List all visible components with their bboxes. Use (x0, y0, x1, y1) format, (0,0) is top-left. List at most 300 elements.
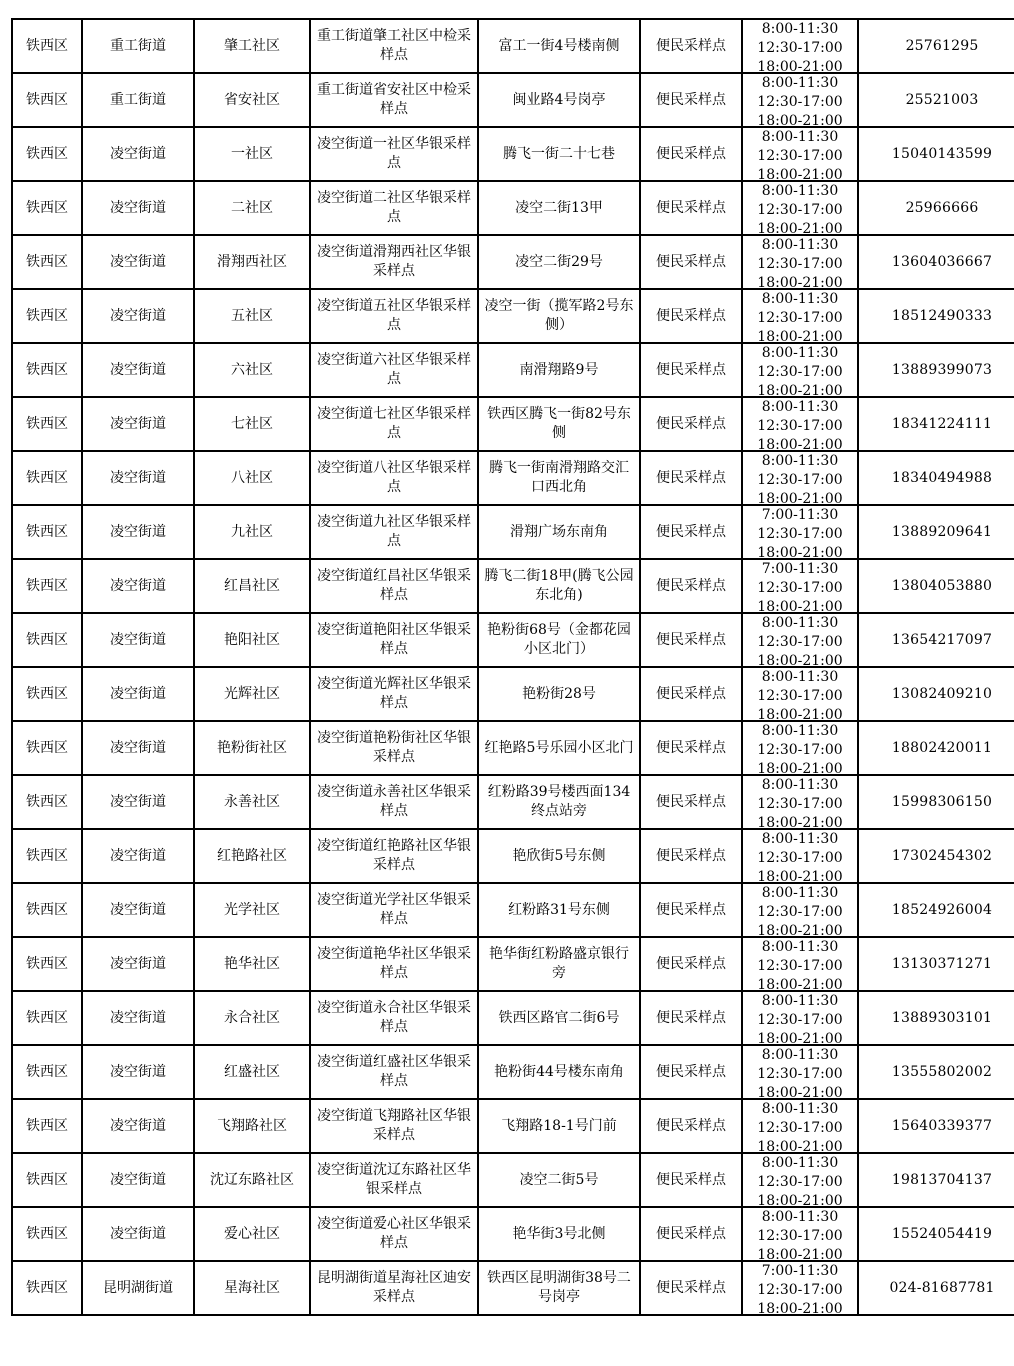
table-row (12, 181, 1014, 235)
sampling-site-cell (310, 235, 478, 289)
sampling-site-cell (310, 721, 478, 775)
community-cell (194, 775, 310, 829)
hours-lines (747, 992, 853, 1044)
site-type-text: 便民采样点 (656, 91, 726, 108)
address-text: 铁西区路官二街6号 (498, 1009, 620, 1026)
street-cell (82, 73, 194, 127)
hours-line: 12:30-17:00 (757, 202, 843, 218)
hours-line: 12:30-17:00 (757, 364, 843, 380)
hours-line: 12:30-17:00 (757, 580, 843, 596)
street-text: 凌空街道 (110, 1117, 166, 1134)
community-text: 飞翔路社区 (217, 1117, 287, 1134)
sampling-site-text: 凌空街道光辉社区华银采样点 (317, 676, 471, 711)
sampling-site-text: 凌空街道沈辽东路社区华银采样点 (317, 1162, 471, 1197)
sampling-site-text: 凌空街道爱心社区华银采样点 (317, 1216, 471, 1251)
address-cell (478, 883, 640, 937)
site-type-text: 便民采样点 (656, 847, 726, 864)
hours-lines (747, 938, 853, 990)
district-cell (12, 235, 82, 289)
district-text: 铁西区 (26, 793, 68, 810)
address-cell (478, 127, 640, 181)
community-cell (194, 19, 310, 73)
district-cell (12, 181, 82, 235)
district-cell (12, 1207, 82, 1261)
address-cell (478, 1045, 640, 1099)
hours-lines (747, 668, 853, 720)
address-text: 凌空一街（揽军路2号东侧） (484, 298, 634, 333)
hours-line: 18:00-21:00 (757, 221, 843, 234)
hours-lines (747, 344, 853, 396)
community-text: 红艳路社区 (217, 847, 287, 864)
sampling-site-text: 凌空街道永善社区华银采样点 (317, 784, 471, 819)
hours-cell (742, 613, 858, 667)
street-cell (82, 613, 194, 667)
community-cell (194, 1261, 310, 1315)
hours-cell (742, 397, 858, 451)
site-type-text: 便民采样点 (656, 577, 726, 594)
district-text: 铁西区 (26, 685, 68, 702)
site-type-text: 便民采样点 (656, 793, 726, 810)
hours-line: 8:00-11:30 (761, 1155, 839, 1171)
table-row (12, 667, 1014, 721)
hours-line: 12:30-17:00 (757, 40, 843, 56)
hours-lines (747, 128, 853, 180)
sampling-site-text: 凌空街道六社区华银采样点 (317, 352, 471, 387)
hours-line: 18:00-21:00 (757, 707, 843, 720)
phone-text: 13604036667 (891, 253, 993, 270)
community-text: 七社区 (231, 415, 273, 432)
hours-lines (747, 398, 853, 450)
hours-line: 12:30-17:00 (757, 310, 843, 326)
sampling-site-cell (310, 937, 478, 991)
table-row (12, 829, 1014, 883)
hours-cell (742, 1207, 858, 1261)
community-cell (194, 451, 310, 505)
community-text: 光辉社区 (224, 685, 280, 702)
community-text: 爱心社区 (224, 1225, 280, 1242)
street-text: 凌空街道 (110, 577, 166, 594)
district-cell (12, 451, 82, 505)
address-cell (478, 505, 640, 559)
street-cell (82, 451, 194, 505)
hours-line: 8:00-11:30 (761, 615, 839, 631)
district-cell (12, 289, 82, 343)
street-cell (82, 883, 194, 937)
district-text: 铁西区 (26, 415, 68, 432)
address-cell (478, 1099, 640, 1153)
community-text: 二社区 (231, 199, 273, 216)
district-text: 铁西区 (26, 253, 68, 270)
sampling-site-text: 凌空街道二社区华银采样点 (317, 190, 471, 225)
table-row (12, 505, 1014, 559)
district-cell (12, 73, 82, 127)
hours-line: 18:00-21:00 (757, 1301, 843, 1314)
address-text: 飞翔路18-1号门前 (501, 1117, 617, 1134)
phone-cell (858, 1261, 1014, 1315)
phone-cell (858, 559, 1014, 613)
hours-cell (742, 1261, 858, 1315)
site-type-text: 便民采样点 (656, 1117, 726, 1134)
phone-cell (858, 1045, 1014, 1099)
hours-lines (747, 506, 853, 558)
street-cell (82, 397, 194, 451)
street-cell (82, 1207, 194, 1261)
address-text: 艳粉街28号 (522, 685, 596, 702)
site-type-cell (640, 289, 742, 343)
sampling-site-text: 凌空街道飞翔路社区华银采样点 (317, 1108, 471, 1143)
street-cell (82, 1045, 194, 1099)
community-cell (194, 1207, 310, 1261)
community-text: 肇工社区 (224, 37, 280, 54)
address-cell (478, 721, 640, 775)
phone-cell (858, 397, 1014, 451)
phone-text: 25521003 (905, 91, 979, 108)
site-type-text: 便民采样点 (656, 199, 726, 216)
street-cell (82, 289, 194, 343)
phone-text: 13130371271 (891, 955, 993, 972)
district-text: 铁西区 (26, 739, 68, 756)
sampling-site-cell (310, 775, 478, 829)
street-cell (82, 1099, 194, 1153)
street-text: 重工街道 (110, 37, 166, 54)
address-text: 凌空二街13甲 (515, 199, 603, 216)
site-type-cell (640, 73, 742, 127)
street-text: 凌空街道 (110, 307, 166, 324)
phone-text: 13654217097 (891, 631, 993, 648)
street-cell (82, 181, 194, 235)
hours-cell (742, 19, 858, 73)
hours-line: 8:00-11:30 (761, 291, 839, 307)
table-row (12, 235, 1014, 289)
phone-cell (858, 235, 1014, 289)
district-text: 铁西区 (26, 577, 68, 594)
site-type-cell (640, 667, 742, 721)
street-cell (82, 559, 194, 613)
hours-line: 18:00-21:00 (757, 869, 843, 882)
site-type-cell (640, 613, 742, 667)
hours-line: 12:30-17:00 (757, 1282, 843, 1298)
community-text: 省安社区 (224, 91, 280, 108)
table-row (12, 19, 1014, 73)
sampling-site-text: 凌空街道九社区华银采样点 (317, 514, 471, 549)
hours-cell (742, 829, 858, 883)
hours-line: 18:00-21:00 (757, 1193, 843, 1206)
hours-line: 18:00-21:00 (757, 383, 843, 396)
community-text: 永善社区 (224, 793, 280, 810)
street-cell (82, 991, 194, 1045)
community-text: 星海社区 (224, 1279, 280, 1296)
community-cell (194, 127, 310, 181)
hours-line: 18:00-21:00 (757, 977, 843, 990)
address-text: 腾飞一街二十七巷 (503, 145, 615, 162)
hours-lines (747, 1046, 853, 1098)
hours-line: 18:00-21:00 (757, 1085, 843, 1098)
hours-cell (742, 73, 858, 127)
hours-cell (742, 289, 858, 343)
sampling-site-text: 凌空街道滑翔西社区华银采样点 (317, 244, 471, 279)
hours-line: 12:30-17:00 (757, 418, 843, 434)
community-text: 八社区 (231, 469, 273, 486)
site-type-cell (640, 1099, 742, 1153)
district-text: 铁西区 (26, 1279, 68, 1296)
address-text: 南滑翔路9号 (519, 361, 599, 378)
address-cell (478, 289, 640, 343)
sampling-site-cell (310, 19, 478, 73)
hours-line: 8:00-11:30 (761, 831, 839, 847)
address-text: 艳粉街44号楼东南角 (494, 1063, 624, 1080)
street-text: 凌空街道 (110, 901, 166, 918)
hours-cell (742, 343, 858, 397)
address-cell (478, 937, 640, 991)
hours-line: 18:00-21:00 (757, 275, 843, 288)
hours-line: 12:30-17:00 (757, 796, 843, 812)
district-text: 铁西区 (26, 361, 68, 378)
hours-cell (742, 721, 858, 775)
sampling-site-cell (310, 1207, 478, 1261)
hours-line: 8:00-11:30 (761, 723, 839, 739)
hours-cell (742, 991, 858, 1045)
community-cell (194, 559, 310, 613)
hours-line: 8:00-11:30 (761, 939, 839, 955)
address-text: 凌空二街5号 (519, 1171, 599, 1188)
sampling-site-cell (310, 343, 478, 397)
district-cell (12, 937, 82, 991)
community-cell (194, 505, 310, 559)
hours-lines (747, 452, 853, 504)
district-cell (12, 1261, 82, 1315)
district-cell (12, 1153, 82, 1207)
sampling-site-cell (310, 181, 478, 235)
sampling-site-text: 凌空街道红艳路社区华银采样点 (317, 838, 471, 873)
hours-lines (747, 1208, 853, 1260)
sampling-site-cell (310, 1261, 478, 1315)
hours-cell (742, 451, 858, 505)
hours-lines (747, 290, 853, 342)
hours-line: 12:30-17:00 (757, 850, 843, 866)
address-cell (478, 613, 640, 667)
hours-line: 18:00-21:00 (757, 1247, 843, 1260)
community-cell (194, 613, 310, 667)
hours-line: 12:30-17:00 (757, 1174, 843, 1190)
table-row (12, 613, 1014, 667)
table-row (12, 721, 1014, 775)
address-text: 腾飞一街南滑翔路交汇口西北角 (489, 460, 629, 495)
hours-lines (747, 830, 853, 882)
hours-cell (742, 883, 858, 937)
hours-line: 7:00-11:30 (761, 1263, 839, 1279)
street-text: 凌空街道 (110, 1009, 166, 1026)
hours-line: 8:00-11:30 (761, 183, 839, 199)
community-cell (194, 1099, 310, 1153)
street-cell (82, 1261, 194, 1315)
community-text: 九社区 (231, 523, 273, 540)
site-type-cell (640, 181, 742, 235)
phone-text: 18512490333 (891, 307, 993, 324)
phone-text: 13555802002 (891, 1063, 993, 1080)
phone-cell (858, 181, 1014, 235)
address-cell (478, 181, 640, 235)
hours-line: 18:00-21:00 (757, 815, 843, 828)
community-cell (194, 181, 310, 235)
hours-lines (747, 74, 853, 126)
hours-line: 12:30-17:00 (757, 148, 843, 164)
district-cell (12, 397, 82, 451)
site-type-text: 便民采样点 (656, 685, 726, 702)
street-text: 凌空街道 (110, 469, 166, 486)
district-cell (12, 505, 82, 559)
phone-text: 17302454302 (891, 847, 993, 864)
phone-text: 18524926004 (891, 901, 993, 918)
phone-text: 18340494988 (891, 469, 993, 486)
site-type-cell (640, 829, 742, 883)
hours-cell (742, 559, 858, 613)
street-text: 重工街道 (110, 91, 166, 108)
hours-lines (747, 236, 853, 288)
sampling-sites-table (11, 18, 1014, 1316)
hours-line: 8:00-11:30 (761, 237, 839, 253)
table-row (12, 559, 1014, 613)
table-row (12, 1045, 1014, 1099)
address-cell (478, 343, 640, 397)
table-row (12, 1261, 1014, 1315)
community-cell (194, 991, 310, 1045)
address-text: 红艳路5号乐园小区北门 (484, 739, 634, 756)
site-type-text: 便民采样点 (656, 1279, 726, 1296)
district-cell (12, 19, 82, 73)
phone-cell (858, 937, 1014, 991)
street-cell (82, 343, 194, 397)
hours-line: 18:00-21:00 (757, 545, 843, 558)
sampling-site-text: 凌空街道五社区华银采样点 (317, 298, 471, 333)
site-type-text: 便民采样点 (656, 37, 726, 54)
hours-cell (742, 235, 858, 289)
sampling-site-cell (310, 1099, 478, 1153)
site-type-cell (640, 559, 742, 613)
hours-line: 8:00-11:30 (761, 1101, 839, 1117)
hours-line: 18:00-21:00 (757, 491, 843, 504)
community-cell (194, 73, 310, 127)
address-cell (478, 235, 640, 289)
street-cell (82, 1153, 194, 1207)
table-row (12, 1099, 1014, 1153)
address-text: 富工一街4号楼南侧 (498, 37, 620, 54)
sampling-site-text: 凌空街道红昌社区华银采样点 (317, 568, 471, 603)
phone-cell (858, 127, 1014, 181)
table-row (12, 397, 1014, 451)
district-cell (12, 613, 82, 667)
phone-cell (858, 505, 1014, 559)
site-type-cell (640, 235, 742, 289)
district-text: 铁西区 (26, 847, 68, 864)
table-row (12, 127, 1014, 181)
phone-text: 13889399073 (891, 361, 993, 378)
hours-line: 18:00-21:00 (757, 167, 843, 180)
table-row (12, 883, 1014, 937)
sampling-site-cell (310, 289, 478, 343)
address-text: 艳欣街5号东侧 (512, 847, 606, 864)
street-text: 凌空街道 (110, 1171, 166, 1188)
street-cell (82, 721, 194, 775)
street-text: 凌空街道 (110, 415, 166, 432)
phone-text: 18341224111 (891, 415, 993, 432)
phone-cell (858, 829, 1014, 883)
street-text: 凌空街道 (110, 361, 166, 378)
sampling-sites-sheet (11, 18, 1001, 1316)
district-text: 铁西区 (26, 37, 68, 54)
district-text: 铁西区 (26, 1171, 68, 1188)
phone-text: 15640339377 (891, 1117, 993, 1134)
table-row (12, 1153, 1014, 1207)
hours-lines (747, 182, 853, 234)
hours-lines (747, 614, 853, 666)
table-body (12, 19, 1014, 1315)
hours-cell (742, 127, 858, 181)
community-text: 一社区 (231, 145, 273, 162)
hours-cell (742, 1153, 858, 1207)
district-cell (12, 775, 82, 829)
district-cell (12, 559, 82, 613)
sampling-site-cell (310, 667, 478, 721)
address-text: 艳粉街68号（金都花园小区北门） (487, 622, 631, 657)
hours-line: 12:30-17:00 (757, 688, 843, 704)
address-text: 铁西区腾飞一街82号东侧 (487, 406, 631, 441)
hours-line: 12:30-17:00 (757, 256, 843, 272)
sampling-site-text: 凌空街道永合社区华银采样点 (317, 1000, 471, 1035)
hours-line: 18:00-21:00 (757, 761, 843, 774)
hours-lines (747, 1100, 853, 1152)
street-cell (82, 127, 194, 181)
hours-line: 12:30-17:00 (757, 1066, 843, 1082)
hours-line: 12:30-17:00 (757, 1228, 843, 1244)
hours-line: 7:00-11:30 (761, 561, 839, 577)
phone-text: 13082409210 (891, 685, 993, 702)
site-type-text: 便民采样点 (656, 955, 726, 972)
sampling-site-cell (310, 73, 478, 127)
sampling-site-text: 凌空街道八社区华银采样点 (317, 460, 471, 495)
site-type-cell (640, 505, 742, 559)
community-text: 红昌社区 (224, 577, 280, 594)
phone-cell (858, 883, 1014, 937)
hours-cell (742, 1099, 858, 1153)
street-text: 凌空街道 (110, 253, 166, 270)
address-text: 红粉路31号东侧 (508, 901, 610, 918)
hours-line: 12:30-17:00 (757, 1012, 843, 1028)
hours-line: 18:00-21:00 (757, 1139, 843, 1152)
hours-lines (747, 722, 853, 774)
phone-cell (858, 1099, 1014, 1153)
district-text: 铁西区 (26, 631, 68, 648)
street-text: 凌空街道 (110, 1063, 166, 1080)
address-cell (478, 19, 640, 73)
sampling-site-text: 凌空街道艳阳社区华银采样点 (317, 622, 471, 657)
address-cell (478, 829, 640, 883)
phone-cell (858, 289, 1014, 343)
hours-line: 12:30-17:00 (757, 94, 843, 110)
site-type-text: 便民采样点 (656, 1171, 726, 1188)
hours-line: 12:30-17:00 (757, 1120, 843, 1136)
hours-line: 12:30-17:00 (757, 742, 843, 758)
sampling-site-text: 凌空街道光学社区华银采样点 (317, 892, 471, 927)
street-cell (82, 775, 194, 829)
hours-cell (742, 667, 858, 721)
street-text: 凌空街道 (110, 955, 166, 972)
phone-cell (858, 775, 1014, 829)
phone-text: 25761295 (905, 37, 979, 54)
hours-line: 12:30-17:00 (757, 472, 843, 488)
hours-line: 8:00-11:30 (761, 453, 839, 469)
table-row (12, 451, 1014, 505)
district-text: 铁西区 (26, 91, 68, 108)
